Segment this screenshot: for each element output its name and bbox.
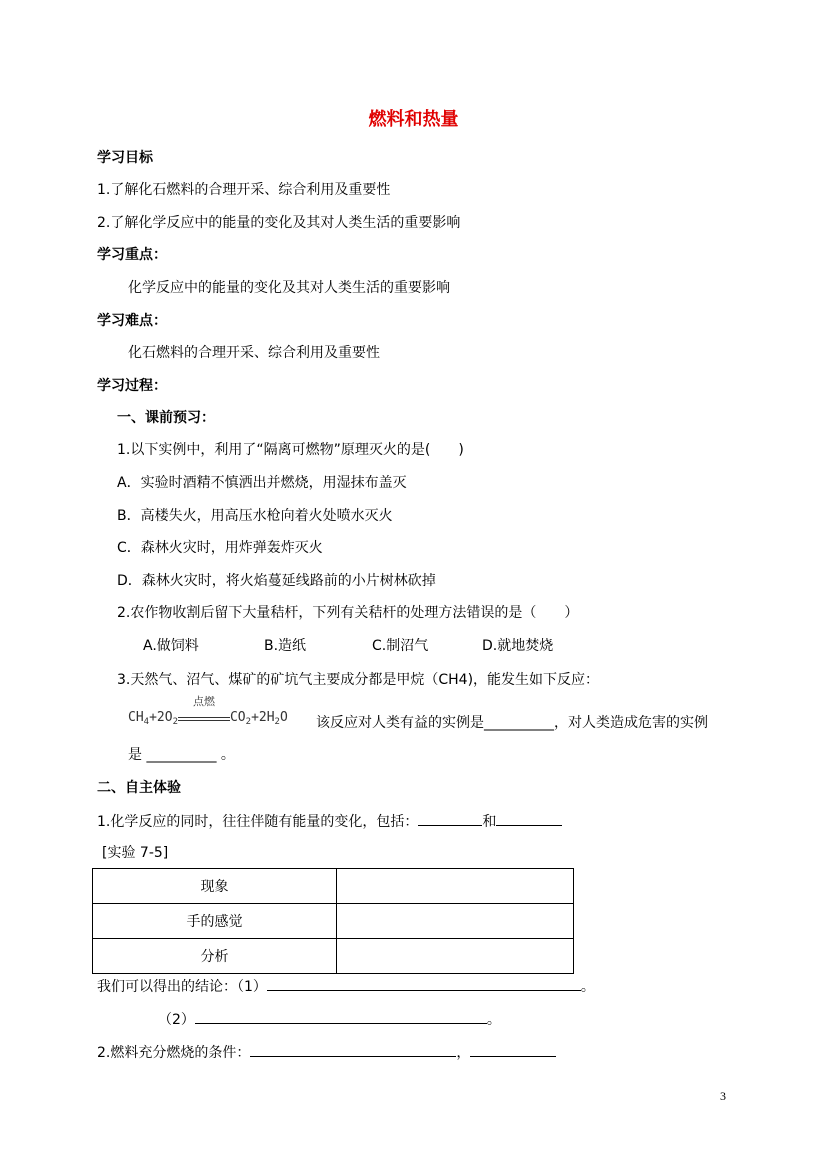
goal-item-2: 2.了解化学反应中的能量的变化及其对人类生活的重要影响 bbox=[97, 215, 461, 231]
table-row bbox=[93, 904, 574, 939]
blank-field[interactable] bbox=[496, 811, 562, 826]
table-row-label: 现象 bbox=[93, 869, 337, 904]
question-2-option-d: D.就地焚烧 bbox=[482, 638, 554, 654]
experiment-label: [实验 7-5] bbox=[102, 845, 169, 861]
answer-cell[interactable] bbox=[337, 904, 574, 939]
question-2-option-a: A.做饲料 bbox=[143, 638, 199, 654]
self-study-heading: 二、自主体验 bbox=[97, 780, 181, 796]
question-3-after-equation: 该反应对人类有益的实例是__________，对人类造成危害的实例 bbox=[316, 715, 708, 731]
difficulty-heading: 学习难点： bbox=[97, 313, 167, 329]
blank-field[interactable] bbox=[418, 811, 482, 826]
experiment-table bbox=[92, 868, 574, 974]
table-row-label: 分析 bbox=[93, 939, 337, 974]
question-1-option-a: A．实验时酒精不慎洒出并燃烧，用湿抹布盖灭 bbox=[117, 475, 407, 491]
reaction-condition: 点燃 bbox=[178, 708, 230, 721]
page-number: 3 bbox=[720, 1089, 726, 1103]
table-row bbox=[93, 869, 574, 904]
answer-cell[interactable] bbox=[337, 869, 574, 904]
key-point-text: 化学反应中的能量的变化及其对人类生活的重要影响 bbox=[128, 280, 450, 296]
table-row bbox=[93, 939, 574, 974]
question-1-stem: 1.以下实例中，利用了“隔离可燃物”原理灭火的是( ) bbox=[117, 442, 464, 458]
goals-heading: 学习目标 bbox=[97, 150, 153, 166]
question-2-option-c: C.制沼气 bbox=[372, 638, 429, 654]
blank-field[interactable] bbox=[195, 1009, 487, 1024]
preview-heading: 一、课前预习： bbox=[117, 410, 215, 426]
difficulty-text: 化石燃料的合理开采、综合利用及重要性 bbox=[128, 345, 380, 361]
conclusion-2: （2） 。 bbox=[158, 1009, 501, 1030]
question-1-option-d: D．森林火灾时，将火焰蔓延线路前的小片树林砍掉 bbox=[117, 573, 436, 589]
methane-combustion-equation: $CH_4+2O_2$ 点燃 $CO_2+2H_2O$ bbox=[128, 695, 288, 727]
blank-field[interactable] bbox=[250, 1042, 456, 1057]
self-study-question-2: 2.燃料充分燃烧的条件： ， bbox=[97, 1042, 556, 1063]
goal-item-1: 1.了解化石燃料的合理开采、综合利用及重要性 bbox=[97, 182, 391, 198]
document-title: 燃料和热量 bbox=[368, 109, 459, 130]
process-heading: 学习过程： bbox=[97, 378, 167, 394]
question-3-line2: 是 __________ 。 bbox=[128, 747, 235, 763]
blank-field[interactable] bbox=[267, 976, 581, 991]
conclusion-1: 我们可以得出的结论：（1） 。 bbox=[97, 976, 595, 997]
key-point-heading: 学习重点： bbox=[97, 247, 167, 263]
blank-field[interactable] bbox=[470, 1042, 556, 1057]
question-3-stem: 3.天然气、沼气、煤矿的矿坑气主要成分都是甲烷（CH4)，能发生如下反应： bbox=[117, 672, 600, 688]
answer-cell[interactable] bbox=[337, 939, 574, 974]
question-2-stem: 2.农作物收割后留下大量秸杆，下列有关秸杆的处理方法错误的是（ ） bbox=[117, 605, 579, 621]
table-row-label: 手的感觉 bbox=[93, 904, 337, 939]
question-1-option-c: C．森林火灾时，用炸弹轰炸灭火 bbox=[117, 540, 323, 556]
question-2-option-b: B.造纸 bbox=[264, 638, 307, 654]
self-study-question-1: 1.化学反应的同时，往往伴随有能量的变化，包括： 和 bbox=[97, 811, 562, 832]
question-1-option-b: B．高楼失火，用高压水枪向着火处喷水灭火 bbox=[117, 508, 393, 524]
